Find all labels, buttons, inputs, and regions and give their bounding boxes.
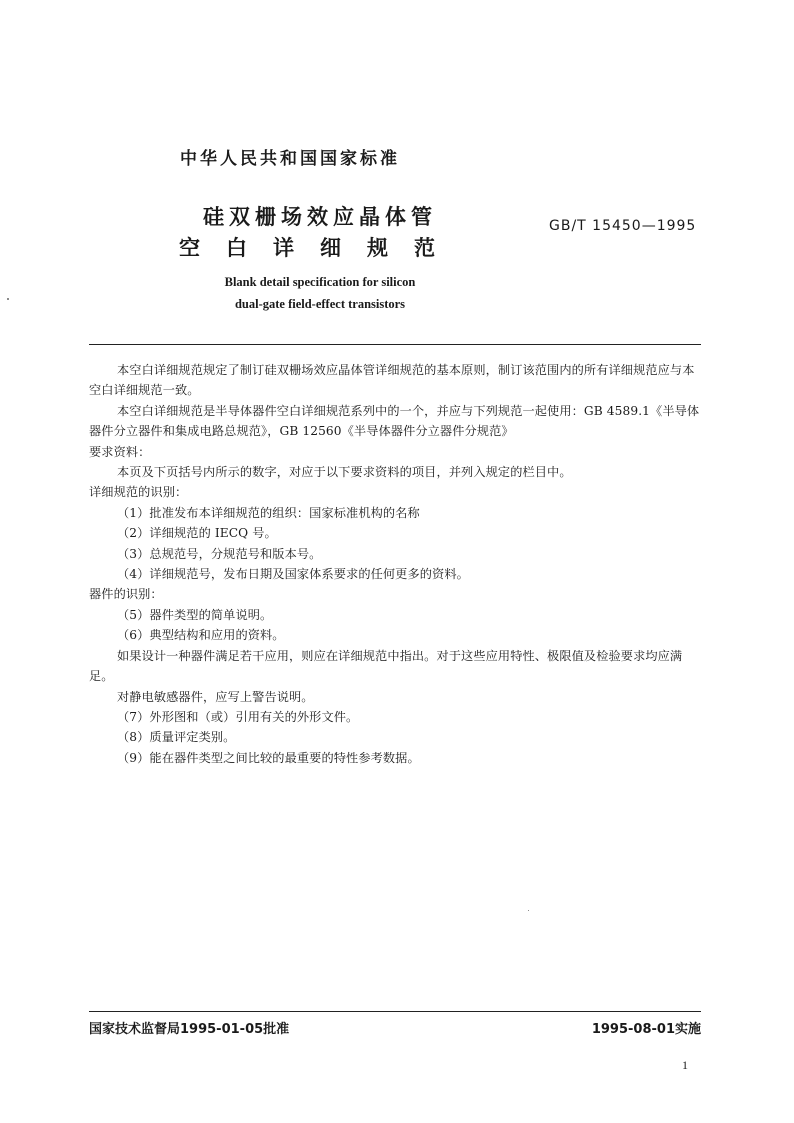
approval-date: 国家技术监督局1995-01-05批准 — [89, 1022, 290, 1037]
body-text — [89, 360, 701, 768]
list-item: （9）能在器件类型之间比较的最重要的特性参考数据。 — [117, 750, 420, 765]
implementation-date: 1995-08-01实施 — [591, 1022, 701, 1037]
paragraph-usage: 本空白详细规范是半导体器件空白详细规范系列中的一个，并应与下列规范一起使用：GB 4589.1《半导体器件分立器件和集成电路总规范》，GB 12560《半导体器件分立器件分规范》 — [89, 403, 700, 439]
list-item: （7）外形图和（或）引用有关的外形文件。 — [117, 709, 359, 724]
top-rule — [89, 344, 701, 345]
heading-device-identification: 器件的识别： — [89, 587, 163, 602]
list-item: （3）总规范号，分规范号和版本号。 — [117, 546, 322, 561]
paragraph-esd-warning: 对静电敏感器件，应写上警告说明。 — [117, 689, 314, 704]
standard-name: 中华人民共和国国家标准 — [180, 149, 400, 169]
scan-speck — [528, 910, 529, 911]
list-item: （2）详细规范的 IECQ 号。 — [117, 526, 277, 541]
bottom-rule — [89, 1011, 701, 1012]
title-en-line2: dual-gate field-effect transistors — [234, 297, 406, 311]
list-item: （5）器件类型的简单说明。 — [117, 607, 273, 622]
heading-spec-identification: 详细规范的识别： — [89, 485, 188, 500]
heading-required-info: 要求资料： — [89, 444, 151, 459]
list-item: （1）批准发布本详细规范的组织：国家标准机构的名称 — [117, 505, 420, 520]
scan-speck — [7, 298, 9, 300]
title-en — [180, 271, 460, 315]
list-item: （8）质量评定类别。 — [117, 730, 236, 745]
title-en-line1: Blank detail specification for silicon — [224, 275, 416, 289]
paragraph-numbers-note: 本页及下页括号内所示的数字，对应于以下要求资料的项目，并列入规定的栏目中。 — [117, 465, 572, 480]
list-item: （4）详细规范号，发布日期及国家体系要求的任何更多的资料。 — [117, 567, 469, 582]
page-number: 1 — [682, 1058, 688, 1072]
title-cn-line2: 空白详细规范 — [179, 236, 461, 260]
paragraph-scope: 本空白详细规范规定了制订硅双栅场效应晶体管详细规范的基本原则，制订该范围内的所有详细规范应与本空白详细规范一致。 — [89, 363, 695, 398]
title-cn-line1: 硅双栅场效应晶体管 — [203, 205, 437, 229]
paragraph-multi-application: 如果设计一种器件满足若干应用，则应在详细规范中指出。对于这些应用特性、极限值及检验要求均应满足。 — [89, 648, 683, 684]
list-item: （6）典型结构和应用的资料。 — [117, 628, 285, 643]
standard-code: GB/T 15450—1995 — [549, 218, 697, 234]
